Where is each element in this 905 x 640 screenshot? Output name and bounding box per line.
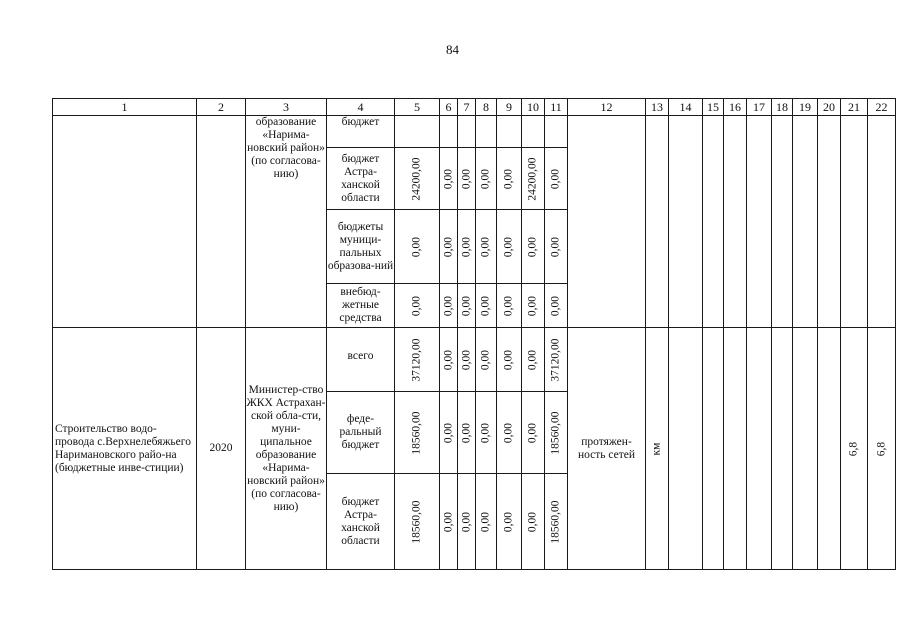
value-cell <box>440 328 458 392</box>
value-cell <box>476 392 497 474</box>
header-cell: 7 <box>458 99 476 116</box>
value-cell <box>545 210 568 284</box>
value-cell <box>458 148 476 210</box>
target-2022-cell <box>868 328 896 570</box>
value-cell <box>458 210 476 284</box>
header-cell: 22 <box>868 99 896 116</box>
value-cell <box>497 474 522 570</box>
value-text: 0,00 <box>479 511 492 532</box>
executor-cell: Министер-ство ЖКХ Астрахан-ской обла-сти, муни-ципальное образование «Нарима-новский район» (по согласова-нию) <box>246 328 327 570</box>
source-cell: феде-ральный бюджет <box>327 392 395 474</box>
value-cell <box>522 284 545 328</box>
target-value: 6,8 <box>875 441 887 456</box>
value-cell <box>545 116 568 148</box>
program-table <box>52 98 896 570</box>
empty-cell <box>703 328 724 570</box>
unit-text: км <box>650 442 663 455</box>
page-number: 84 <box>446 42 459 57</box>
value-text: 0,00 <box>549 236 562 257</box>
value-cell <box>497 210 522 284</box>
value-text: 0,00 <box>502 422 515 443</box>
source-cell: внебюд-жетные средства <box>327 284 395 328</box>
header-cell: 16 <box>724 99 747 116</box>
year-cell: 2020 <box>197 328 246 570</box>
value-cell <box>476 148 497 210</box>
value-cell <box>440 284 458 328</box>
header-cell: 18 <box>772 99 793 116</box>
source-cell: бюджет Астра-ханской области <box>327 148 395 210</box>
value-text: 0,00 <box>526 236 539 257</box>
target-value: 6,8 <box>847 441 860 456</box>
value-text: 0,00 <box>460 511 472 532</box>
empty-cell <box>818 116 841 328</box>
value-text: 37120,00 <box>410 337 423 382</box>
header-cell: 2 <box>197 99 246 116</box>
value-text: 37120,00 <box>549 337 562 382</box>
empty-cell <box>747 116 772 328</box>
value-cell <box>545 284 568 328</box>
value-text: 0,00 <box>526 349 539 370</box>
value-text: 0,00 <box>526 295 539 316</box>
value-cell <box>476 284 497 328</box>
value-text: 0,00 <box>410 295 423 316</box>
value-text: 0,00 <box>549 168 562 189</box>
value-text: 0,00 <box>479 295 492 316</box>
value-cell <box>395 148 440 210</box>
header-cell: 17 <box>747 99 772 116</box>
value-text: 18560,00 <box>549 410 562 455</box>
empty-cell <box>669 116 703 328</box>
value-cell <box>522 210 545 284</box>
target-2021-cell <box>841 328 868 570</box>
unit-cell-empty <box>646 116 669 328</box>
year-cell-empty <box>197 116 246 328</box>
source-cell: всего <box>327 328 395 392</box>
value-cell <box>458 474 476 570</box>
value-text: 0,00 <box>502 349 515 370</box>
value-text: 0,00 <box>410 236 423 257</box>
value-cell <box>395 116 440 148</box>
value-text: 0,00 <box>479 168 492 189</box>
value-cell <box>395 392 440 474</box>
value-text: 0,00 <box>502 511 515 532</box>
value-text: 0,00 <box>502 236 515 257</box>
value-cell <box>545 474 568 570</box>
value-cell <box>476 116 497 148</box>
value-cell <box>440 148 458 210</box>
header-cell: 11 <box>545 99 568 116</box>
table-row <box>53 116 896 148</box>
value-text: 0,00 <box>460 422 472 443</box>
name-cell-empty <box>53 116 197 328</box>
indicator-cell: протяжен-ность сетей <box>568 328 646 570</box>
value-text: 18560,00 <box>410 499 423 544</box>
executor-cell: образование «Нарима-новский район» (по согласова-нию) <box>246 116 327 328</box>
empty-cell <box>772 328 793 570</box>
empty-cell <box>868 116 896 328</box>
value-cell <box>522 392 545 474</box>
header-cell: 1 <box>53 99 197 116</box>
value-cell <box>458 284 476 328</box>
value-text: 18560,00 <box>410 410 423 455</box>
value-cell <box>440 474 458 570</box>
value-cell <box>440 116 458 148</box>
header-row <box>53 99 896 116</box>
value-cell <box>522 116 545 148</box>
header-cell: 13 <box>646 99 669 116</box>
value-cell <box>522 328 545 392</box>
value-text: 0,00 <box>460 168 472 189</box>
value-text: 0,00 <box>442 168 454 189</box>
value-text: 0,00 <box>526 511 539 532</box>
value-text: 0,00 <box>502 168 515 189</box>
header-cell: 12 <box>568 99 646 116</box>
empty-cell <box>724 328 747 570</box>
value-text: 0,00 <box>460 349 472 370</box>
empty-cell <box>703 116 724 328</box>
value-cell <box>497 116 522 148</box>
header-cell: 10 <box>522 99 545 116</box>
value-text: 0,00 <box>479 349 492 370</box>
header-cell: 8 <box>476 99 497 116</box>
value-text: 0,00 <box>549 295 562 316</box>
value-text: 24200,00 <box>526 156 539 201</box>
value-cell <box>458 392 476 474</box>
value-text: 0,00 <box>460 236 472 257</box>
header-cell: 15 <box>703 99 724 116</box>
value-text: 0,00 <box>442 349 454 370</box>
value-cell <box>545 392 568 474</box>
header-cell: 14 <box>669 99 703 116</box>
empty-cell <box>841 116 868 328</box>
header-cell: 20 <box>818 99 841 116</box>
value-cell <box>545 328 568 392</box>
value-cell <box>476 210 497 284</box>
header-cell: 19 <box>793 99 818 116</box>
value-cell <box>522 474 545 570</box>
value-cell <box>497 328 522 392</box>
empty-cell <box>669 328 703 570</box>
value-cell <box>476 474 497 570</box>
header-cell: 4 <box>327 99 395 116</box>
unit-cell <box>646 328 669 570</box>
header-cell: 5 <box>395 99 440 116</box>
value-text: 0,00 <box>442 236 454 257</box>
value-text: 0,00 <box>442 511 454 532</box>
value-text: 0,00 <box>442 295 454 316</box>
empty-cell <box>793 116 818 328</box>
value-cell <box>395 328 440 392</box>
value-cell <box>522 148 545 210</box>
value-cell <box>440 392 458 474</box>
value-cell <box>497 392 522 474</box>
value-cell <box>395 210 440 284</box>
empty-cell <box>772 116 793 328</box>
value-cell <box>395 284 440 328</box>
header-cell: 3 <box>246 99 327 116</box>
value-text: 0,00 <box>479 236 492 257</box>
value-text: 0,00 <box>526 422 539 443</box>
value-cell <box>476 328 497 392</box>
value-cell <box>497 284 522 328</box>
header-cell: 9 <box>497 99 522 116</box>
value-cell <box>440 210 458 284</box>
value-cell <box>458 328 476 392</box>
source-cell: бюджет Астра-ханской области <box>327 474 395 570</box>
value-text: 0,00 <box>479 422 492 443</box>
value-cell <box>458 116 476 148</box>
empty-cell <box>793 328 818 570</box>
value-cell <box>395 474 440 570</box>
value-cell <box>545 148 568 210</box>
table-row <box>53 328 896 392</box>
header-cell: 6 <box>440 99 458 116</box>
indicator-cell-empty <box>568 116 646 328</box>
value-text: 24200,00 <box>410 156 423 201</box>
empty-cell <box>818 328 841 570</box>
source-cell: бюджеты муници-пальных образова-ний <box>327 210 395 284</box>
value-text: 18560,00 <box>549 499 562 544</box>
value-text: 0,00 <box>460 295 472 316</box>
empty-cell <box>747 328 772 570</box>
value-text: 0,00 <box>442 422 454 443</box>
empty-cell <box>724 116 747 328</box>
value-text: 0,00 <box>502 295 515 316</box>
header-cell: 21 <box>841 99 868 116</box>
source-cell: бюджет <box>327 116 395 148</box>
value-cell <box>497 148 522 210</box>
project-name-cell: Строительство водо-провода с.Верхнелебяжьего Наримановского райо-на (бюджетные инве-стиции) <box>53 328 197 570</box>
